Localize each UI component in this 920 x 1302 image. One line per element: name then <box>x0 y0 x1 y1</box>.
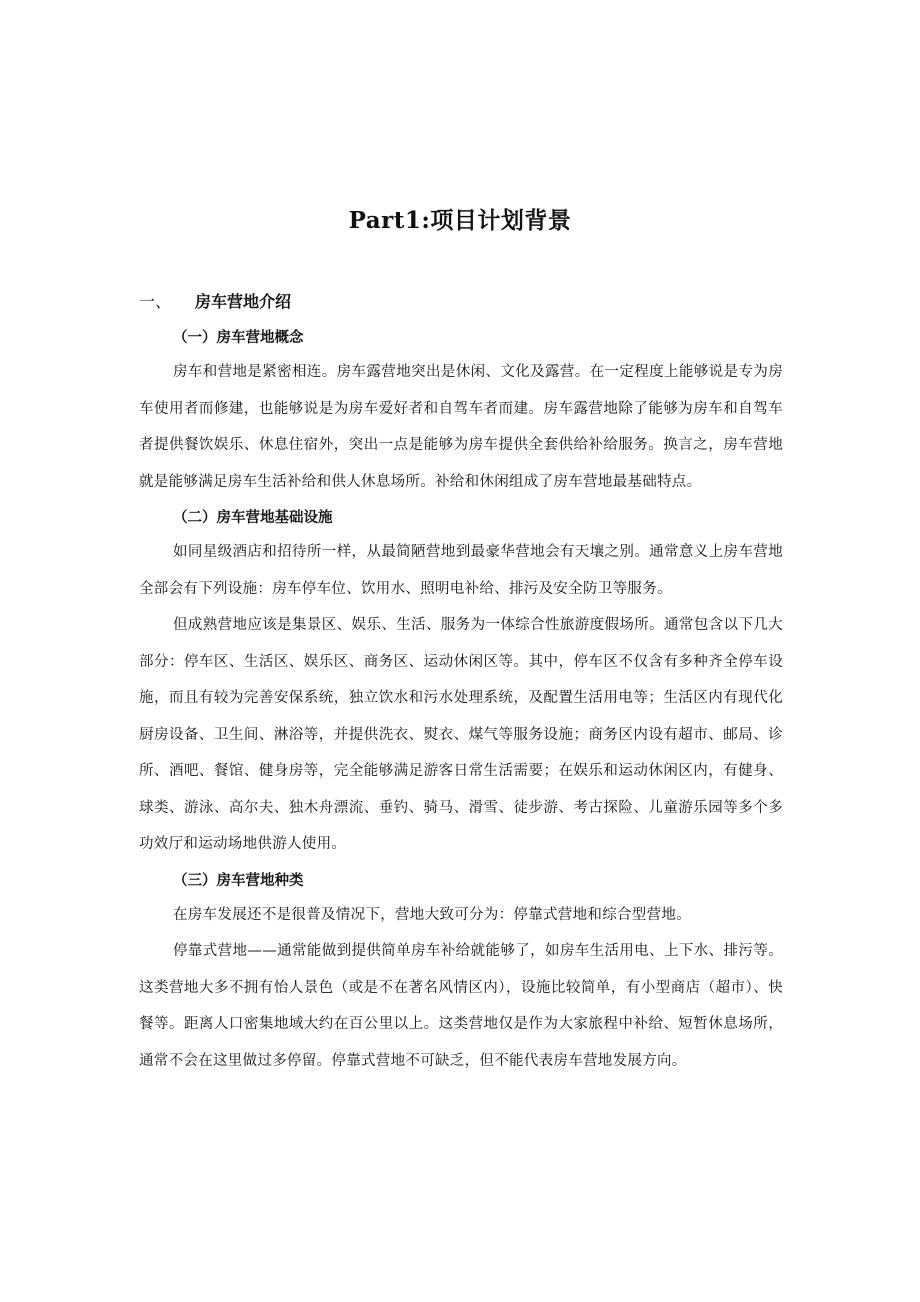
paragraph: 停靠式营地——通常能做到提供简单房车补给就能够了，如房车生活用电、上下水、排污等。这类营地大多不拥有怡人景色（或是不在著名风情区内），设施比较简单，有小型商店（超市）、快餐等。距离人口密集地域大约在百公里以上。这类营地仅是作为大家旅程中补给、短暂休息场所，通常不会在这里做过多停留。停靠式营地不可缺乏，但不能代表房车营地发展方向。 <box>139 943 783 1069</box>
paragraph: 但成熟营地应该是集景区、娱乐、生活、服务为一体综合性旅游度假场所。通常包含以下几大部分：停车区、生活区、娱乐区、商务区、运动休闲区等。其中，停车区不仅含有多种齐全停车设施，而且有较为完善安保系统，独立饮水和污水处理系统，及配置生活用电等；生活区内有现代化厨房设备、卫生间、淋浴等，并提供洗衣、熨衣、煤气等服务设施；商务区内设有超市、邮局、诊所、酒吧、餐馆、健身房等，完全能够满足游客日常生活需要；在娱乐和运动休闲区内，有健身、球类、游泳、高尔夫、独木舟漂流、垂钓、骑马、滑雪、徒步游、考古探险、儿童游乐园等多个多功效厅和运动场地供游人使用。 <box>139 617 783 852</box>
section-title: 房车营地介绍 <box>195 292 292 311</box>
paragraph: 房车和营地是紧密相连。房车露营地突出是休闲、文化及露营。在一定程度上能够说是专为房车使用者而修建，也能够说是为房车爱好者和自驾车者而建。房车露营地除了能够为房车和自驾车者提供餐饮娱乐、休息住宿外，突出一点是能够为房车提供全套供给补给服务。换言之，房车营地就是能够满足房车生活补给和供人休息场所。补给和休闲组成了房车营地最基础特点。 <box>139 364 783 490</box>
subsection-heading: （二）房车营地基础设施 <box>173 510 333 526</box>
paragraph: 在房车发展还不是很普及情况下，营地大致可分为：停靠式营地和综合型营地。 <box>173 906 691 923</box>
section-number: 一、 <box>139 292 172 311</box>
document-body <box>139 322 783 1079</box>
subsection-heading: （一）房车营地概念 <box>173 330 304 346</box>
section-heading <box>139 289 291 312</box>
paragraph: 如同星级酒店和招待所一样，从最简陋营地到最豪华营地会有天壤之别。通常意义上房车营地全部会有下列设施：房车停车位、饮用水、照明电补给、排污及安全防卫等服务。 <box>139 544 783 597</box>
document-title: Part1:项目计划背景 <box>348 207 572 234</box>
subsection-heading: （三）房车营地种类 <box>173 872 304 889</box>
